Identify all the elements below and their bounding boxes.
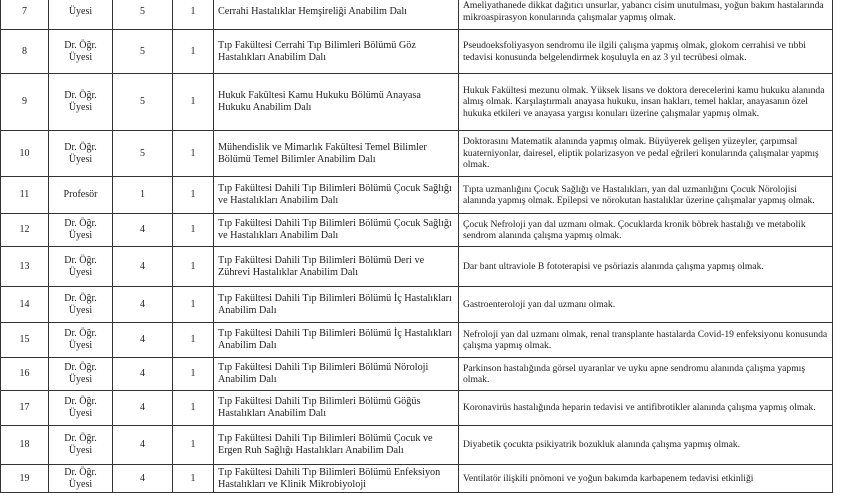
- row-number-cell: 14: [1, 287, 49, 323]
- position-count-cell: 1: [173, 30, 214, 74]
- position-count-cell: 1: [173, 214, 214, 247]
- rank-count-cell: 1: [113, 177, 173, 214]
- academic-title-cell: Dr. Öğr. Üyesi: [49, 391, 113, 426]
- requirements-cell: Pseudoeksfoliyasyon sendromu ile ilgili çalışma yapmış olmak, glokom cerrahisi ve tıbbi tedavisi konusunda belgelendirmek koşuluyla en az 3 yıl tecrübesi olmak.: [459, 30, 833, 74]
- department-cell: Tıp Fakültesi Dahili Tıp Bilimleri Bölümü Çocuk Sağlığı ve Hastalıkları Anabilim Dalı: [214, 214, 459, 247]
- department-cell: Hukuk Fakültesi Kamu Hukuku Bölümü Anayasa Hukuku Anabilim Dalı: [214, 74, 459, 131]
- academic-title-cell: Dr. Öğr. Üyesi: [49, 214, 113, 247]
- position-count-cell: 1: [173, 177, 214, 214]
- position-count-cell: 1: [173, 0, 214, 30]
- academic-title-cell: Dr. Öğr. Üyesi: [49, 323, 113, 358]
- department-cell: Tıp Fakültesi Dahili Tıp Bilimleri Bölümü Göğüs Hastalıkları Anabilim Dalı: [214, 391, 459, 426]
- department-cell: Mühendislik ve Mimarlık Fakültesi Temel Bilimler Bölümü Temel Bilimler Anabilim Dalı: [214, 131, 459, 177]
- department-cell: Cerrahi Hastalıklar Hemşireliği Anabilim Dalı: [214, 0, 459, 30]
- positions-table-body: [1, 0, 833, 493]
- academic-title-cell: Üyesi: [49, 0, 113, 30]
- row-number-cell: 16: [1, 358, 49, 391]
- rank-count-cell: 4: [113, 358, 173, 391]
- table-row: [1, 323, 833, 358]
- requirements-cell: Dar bant ultraviole B fototerapisi ve psöriazis alanında çalışma yapmış olmak.: [459, 247, 833, 287]
- row-number-cell: 8: [1, 30, 49, 74]
- requirements-cell: Gastroenteroloji yan dal uzmanı olmak.: [459, 287, 833, 323]
- academic-title-cell: Profesör: [49, 177, 113, 214]
- row-number-cell: 17: [1, 391, 49, 426]
- row-number-cell: 10: [1, 131, 49, 177]
- row-number-cell: 18: [1, 426, 49, 465]
- table-row: [1, 391, 833, 426]
- department-cell: Tıp Fakültesi Dahili Tıp Bilimleri Bölümü Çocuk Sağlığı ve Hastalıkları Anabilim Dalı: [214, 177, 459, 214]
- requirements-cell: Parkinson hastalığında görsel uyaranlar ve uyku apne sendromu alanında çalışma yapmış olmak.: [459, 358, 833, 391]
- requirements-cell: Tıpta uzmanlığını Çocuk Sağlığı ve Hastalıkları, yan dal uzmanlığını Çocuk Nörolojisi alanında yapmış olmak. Epilepsi ve nörokutan hastalıklar üzerine çalışmalar yapmış olmak.: [459, 177, 833, 214]
- table-row: [1, 358, 833, 391]
- position-count-cell: 1: [173, 358, 214, 391]
- academic-title-cell: Dr. Öğr. Üyesi: [49, 30, 113, 74]
- table-row: [1, 131, 833, 177]
- rank-count-cell: 4: [113, 391, 173, 426]
- academic-title-cell: Dr. Öğr. Üyesi: [49, 465, 113, 493]
- department-cell: Tıp Fakültesi Cerrahi Tıp Bilimleri Bölümü Göz Hastalıkları Anabilim Dalı: [214, 30, 459, 74]
- row-number-cell: 15: [1, 323, 49, 358]
- row-number-cell: 7: [1, 0, 49, 30]
- requirements-cell: Hukuk Fakültesi mezunu olmak. Yüksek lisans ve doktora derecelerini kamu hukuku alanında almış olmak. Karşılaştırmalı anayasa hukuku, insan hakları, temel haklar, anayasanın özel hukuka etkileri ve anayasa yargısı konuları üzerine çalışmalar yapmış olmak.: [459, 74, 833, 131]
- row-number-cell: 19: [1, 465, 49, 493]
- rank-count-cell: 5: [113, 0, 173, 30]
- table-row: [1, 287, 833, 323]
- academic-title-cell: Dr. Öğr. Üyesi: [49, 247, 113, 287]
- position-count-cell: 1: [173, 247, 214, 287]
- academic-title-cell: Dr. Öğr. Üyesi: [49, 287, 113, 323]
- position-count-cell: 1: [173, 465, 214, 493]
- table-row: [1, 426, 833, 465]
- position-count-cell: 1: [173, 426, 214, 465]
- requirements-cell: Nefroloji yan dal uzmanı olmak, renal transplante hastalarda Covid-19 enfeksiyonu konusunda çalışma yapmış olmak.: [459, 323, 833, 358]
- department-cell: Tıp Fakültesi Dahili Tıp Bilimleri Bölümü İç Hastalıkları Anabilim Dalı: [214, 287, 459, 323]
- requirements-cell: Diyabetik çocukta psikiyatrik bozukluk alanında çalışma yapmış olmak.: [459, 426, 833, 465]
- requirements-cell: Doktorasını Matematik alanında yapmış olmak. Büyüyerek gelişen yüzeyler, çarpımsal kuaterniyonlar, dairesel, eliptik polarizasyon ve pedal eğrileri konularında çalışmalar yapmış olmak.: [459, 131, 833, 177]
- rank-count-cell: 4: [113, 247, 173, 287]
- rank-count-cell: 4: [113, 465, 173, 493]
- academic-title-cell: Dr. Öğr. Üyesi: [49, 131, 113, 177]
- requirements-cell: Ventilatör ilişkili pnömoni ve yoğun bakımda karbapenem tedavisi etkinliği: [459, 465, 833, 493]
- rank-count-cell: 5: [113, 74, 173, 131]
- row-number-cell: 9: [1, 74, 49, 131]
- table-row: [1, 177, 833, 214]
- academic-title-cell: Dr. Öğr. Üyesi: [49, 358, 113, 391]
- table-row: [1, 0, 833, 30]
- requirements-cell: Koronavirüs hastalığında heparin tedavisi ve antifibrotikler alanında çalışma yapmış olmak.: [459, 391, 833, 426]
- requirements-cell: Çocuk Nefroloji yan dal uzmanı olmak. Çocuklarda kronik böbrek hastalığı ve metabolik sendrom alanında çalışma yapmış olmak.: [459, 214, 833, 247]
- row-number-cell: 13: [1, 247, 49, 287]
- row-number-cell: 11: [1, 177, 49, 214]
- requirements-cell: Ameliyathanede dikkat dağıtıcı unsurlar, yabancı cisim unutulması, yoğun bakım hastalarında mikroaspirasyon konularında çalışmalar yapmış olmak.: [459, 0, 833, 30]
- academic-title-cell: Dr. Öğr. Üyesi: [49, 426, 113, 465]
- rank-count-cell: 4: [113, 426, 173, 465]
- rank-count-cell: 5: [113, 131, 173, 177]
- position-count-cell: 1: [173, 74, 214, 131]
- row-number-cell: 12: [1, 214, 49, 247]
- department-cell: Tıp Fakültesi Dahili Tıp Bilimleri Bölümü İç Hastalıkları Anabilim Dalı: [214, 323, 459, 358]
- table-row: [1, 247, 833, 287]
- table-row: [1, 465, 833, 493]
- academic-title-cell: Dr. Öğr. Üyesi: [49, 74, 113, 131]
- rank-count-cell: 4: [113, 287, 173, 323]
- rank-count-cell: 4: [113, 214, 173, 247]
- position-count-cell: 1: [173, 131, 214, 177]
- table-row: [1, 30, 833, 74]
- position-count-cell: 1: [173, 287, 214, 323]
- rank-count-cell: 4: [113, 323, 173, 358]
- department-cell: Tıp Fakültesi Dahili Tıp Bilimleri Bölümü Nöroloji Anabilim Dalı: [214, 358, 459, 391]
- table-row: [1, 74, 833, 131]
- department-cell: Tıp Fakültesi Dahili Tıp Bilimleri Bölümü Çocuk ve Ergen Ruh Sağlığı Hastalıkları Anabilim Dalı: [214, 426, 459, 465]
- position-count-cell: 1: [173, 323, 214, 358]
- position-count-cell: 1: [173, 391, 214, 426]
- table-row: [1, 214, 833, 247]
- department-cell: Tıp Fakültesi Dahili Tıp Bilimleri Bölümü Enfeksiyon Hastalıkları ve Klinik Mikrobiyoloji: [214, 465, 459, 493]
- department-cell: Tıp Fakültesi Dahili Tıp Bilimleri Bölümü Deri ve Zührevi Hastalıklar Anabilim Dalı: [214, 247, 459, 287]
- rank-count-cell: 5: [113, 30, 173, 74]
